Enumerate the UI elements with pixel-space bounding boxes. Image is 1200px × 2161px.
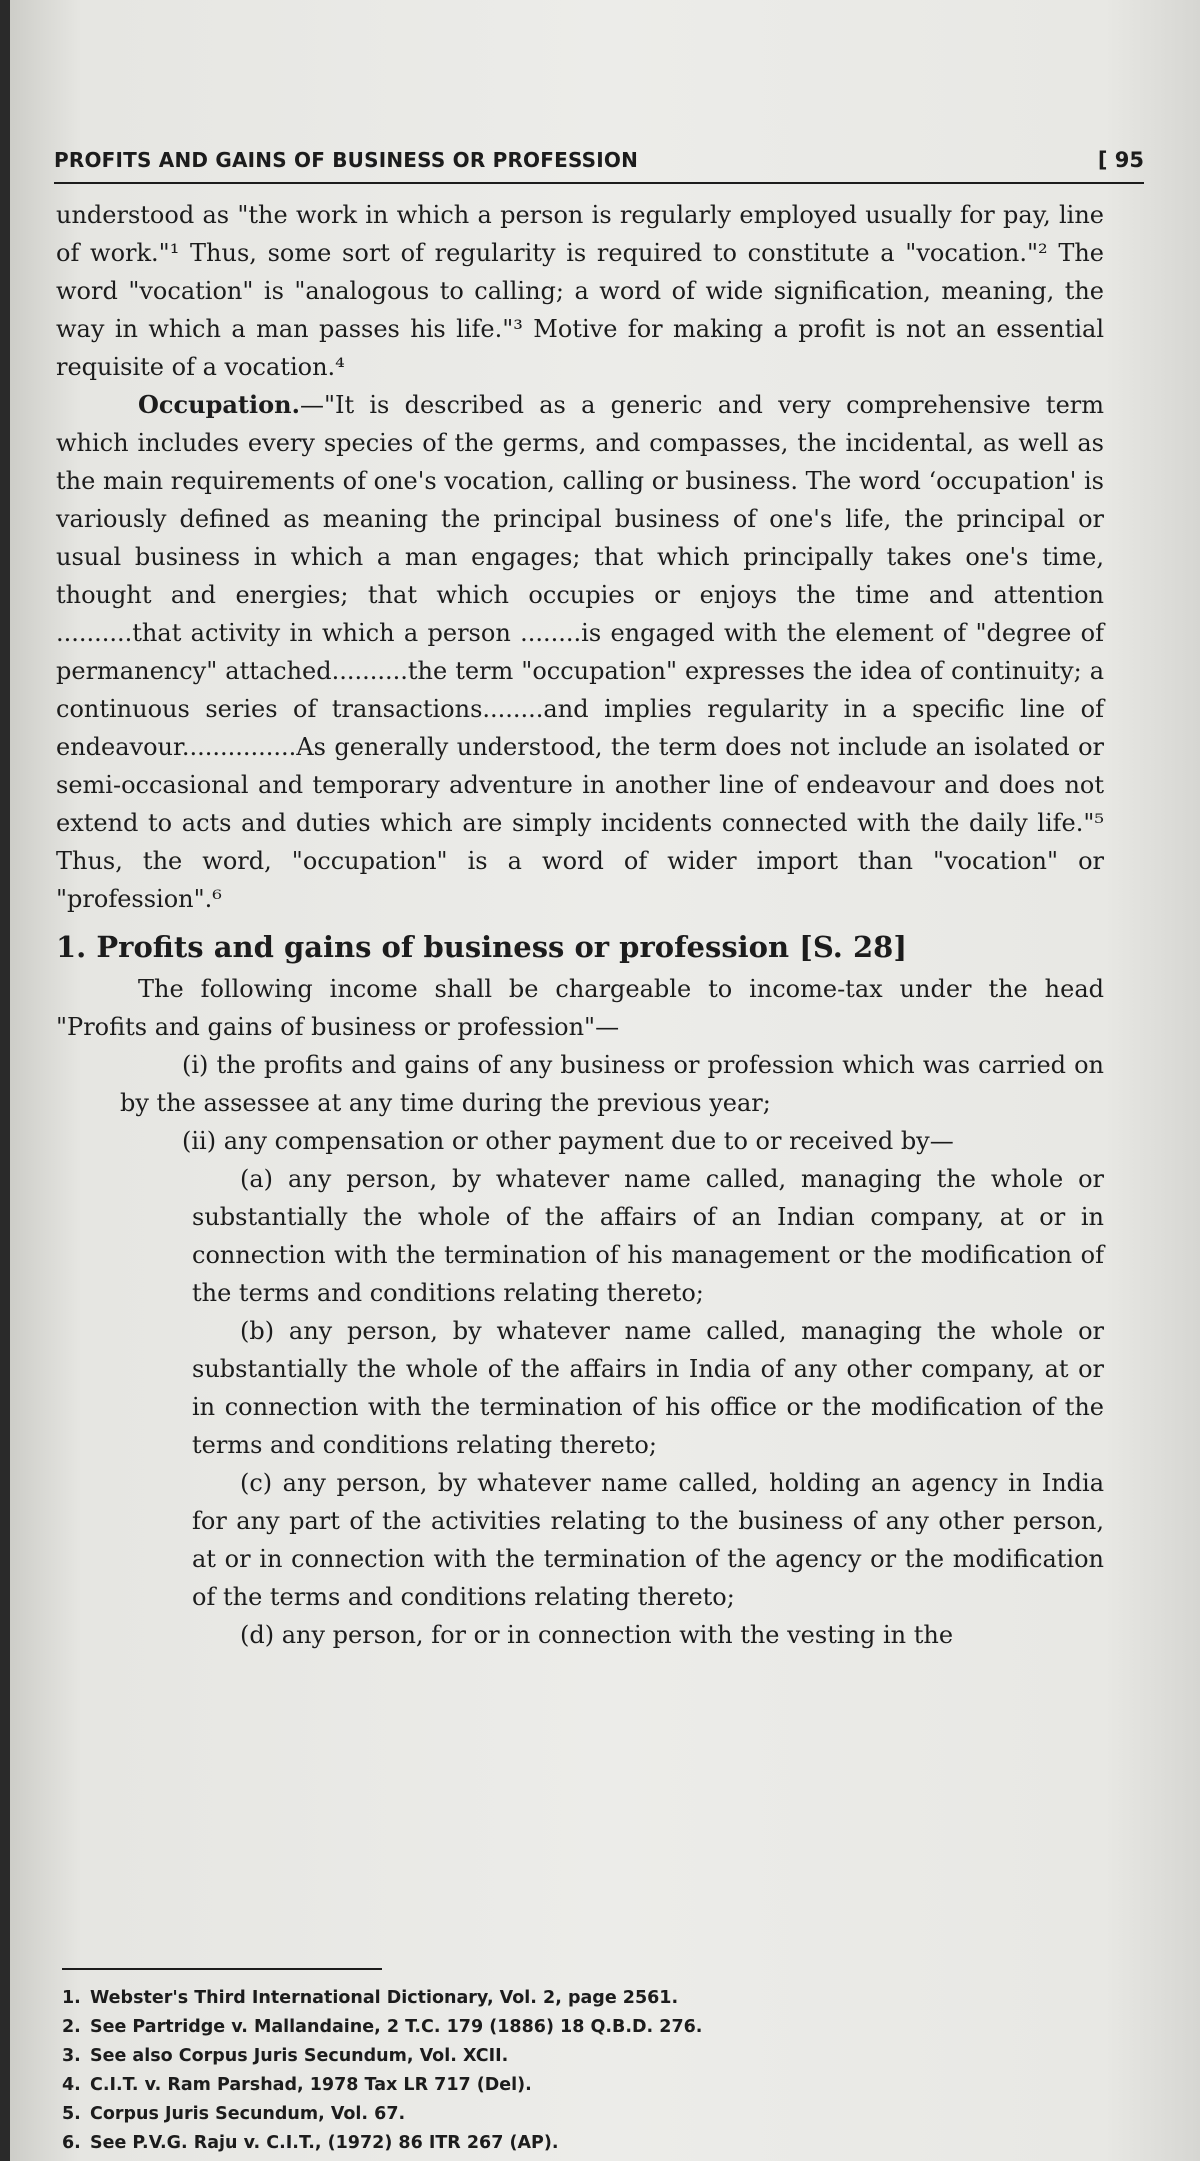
footnote-text: See P.V.G. Raju v. C.I.T., (1972) 86 ITR 267 (AP).: [90, 2133, 559, 2153]
footnote-number: 4.: [62, 2075, 81, 2095]
footnote-number: 6.: [62, 2133, 81, 2153]
running-head: PROFITS AND GAINS OF BUSINESS OR PROFESSION: [54, 148, 639, 172]
footnote: [62, 2013, 1102, 2042]
sub-clause-a-text: (a) any person, by whatever name called, managing the whole or substantially the whole of the affairs of an Indian company, at or in connection with the termination of his management or the modification of the terms and conditions relating thereto;: [192, 1165, 1104, 1307]
footnote-number: 5.: [62, 2104, 81, 2124]
sub-clause-c: [56, 1464, 1104, 1616]
footnote-divider: [62, 1968, 382, 1970]
footnote-number: 2.: [62, 2017, 81, 2037]
paragraph-occupation: [56, 386, 1104, 918]
footnote-text: See Partridge v. Mallandaine, 2 T.C. 179 (1886) 18 Q.B.D. 276.: [90, 2017, 703, 2037]
footnote: [62, 1984, 1102, 2013]
sub-clause-d: [56, 1616, 1104, 1654]
page-body: [56, 196, 1104, 1654]
paragraph-vocation: understood as "the work in which a person is regularly employed usually for pay, line of work."¹ Thus, some sort of regularity is required to constitute a "vocation."² The word "vocation" is "analogous to calling; a word of wide signification, meaning, the way in which a man passes his life."³ Motive for making a profit is not an essential requisite of a vocation.⁴: [56, 201, 1104, 381]
sub-clause-c-text: (c) any person, by whatever name called, holding an agency in India for any part of the activities relating to the business of any other person, at or in connection with the termination of the agency or the modification of the terms and conditions relating thereto;: [192, 1469, 1104, 1611]
footnote: [62, 2071, 1102, 2100]
footnote-text: C.I.T. v. Ram Parshad, 1978 Tax LR 717 (Del).: [90, 2075, 532, 2095]
sub-clause-b-text: (b) any person, by whatever name called, managing the whole or substantially the whole of the affairs in India of any other company, at or in connection with the termination of his office or the modification of the terms and conditions relating thereto;: [192, 1317, 1104, 1459]
footnote: [62, 2129, 1102, 2158]
page-number: [ 95: [1097, 148, 1144, 172]
section-intro: The following income shall be chargeable to income-tax under the head "Profits and gains of business or profession"—: [56, 975, 1104, 1041]
clause-i: [56, 1046, 1104, 1122]
section-heading: 1. Profits and gains of business or profession [S. 28]: [56, 930, 908, 964]
page-header: [54, 148, 1144, 184]
footnote: [62, 2100, 1102, 2129]
sub-clause-a: [56, 1160, 1104, 1312]
footnotes: [62, 1968, 1102, 2158]
clause-i-text: (i) the profits and gains of any business or profession which was carried on by the assessee at any time during the previous year;: [120, 1051, 1104, 1117]
footnote-text: Corpus Juris Secundum, Vol. 67.: [90, 2104, 406, 2124]
clause-ii: (ii) any compensation or other payment due to or received by—: [182, 1127, 954, 1155]
book-page: [10, 0, 1200, 2161]
sub-clause-b: [56, 1312, 1104, 1464]
occupation-text: —"It is described as a generic and very comprehensive term which includes every species of the germs, and compasses, the incidental, as well as the main requirements of one's vocation, calling or business. The word ‘occupation' is variously defined as meaning the principal business of one's life, the principal or usual business in which a man engages; that which principally takes one's time, thought and energies; that which occupies or enjoys the time and attention ..........that activity in which a person ........is engaged with the element of "degree of permanency" attached..........the term "occupation" expresses the idea of continuity; a continuous series of transactions........and implies regularity in a specific line of endeavour...............As generally understood, the term does not include an isolated or semi-occasional and temporary adventure in another line of endeavour and does not extend to acts and duties which are simply incidents connected with the daily life."⁵ Thus, the word, "occupation" is a word of wider import than "vocation" or "profession".⁶: [56, 391, 1104, 913]
sub-clause-d-text: (d) any person, for or in connection with the vesting in the: [240, 1621, 954, 1649]
footnote: [62, 2042, 1102, 2071]
footnote-text: Webster's Third International Dictionary, Vol. 2, page 2561.: [90, 1988, 679, 2008]
footnote-number: 3.: [62, 2046, 81, 2066]
footnote-text: See also Corpus Juris Secundum, Vol. XCII.: [90, 2046, 509, 2066]
occupation-run-in-head: Occupation.: [138, 390, 300, 419]
footnote-number: 1.: [62, 1988, 81, 2008]
